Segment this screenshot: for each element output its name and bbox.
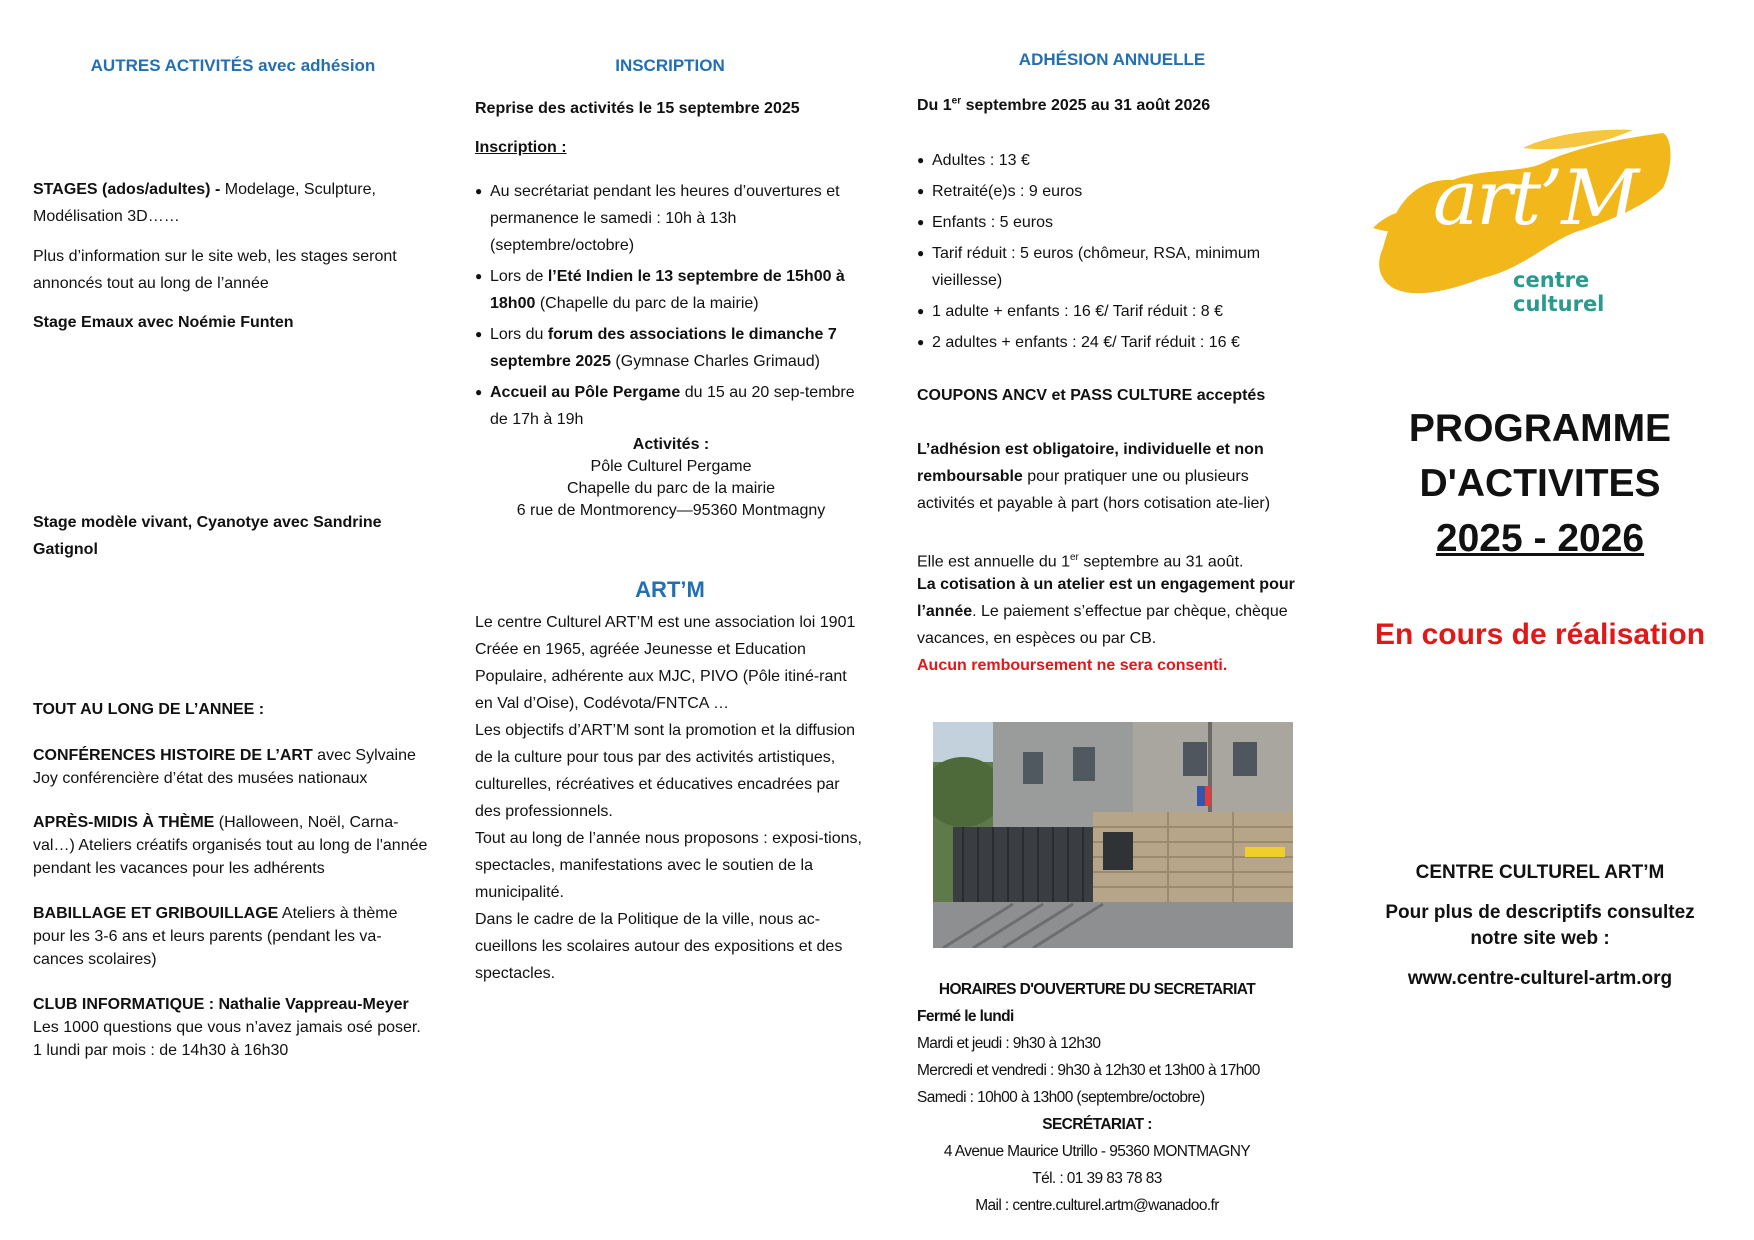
adhesion-period: Du 1er septembre 2025 au 31 août 2026: [917, 96, 1211, 115]
inscription-item: ● Lors de l’Eté Indien le 13 septembre de 15h00 à 18h00 (Chapelle du parc de la mairie): [475, 263, 867, 317]
reprise-text: Reprise des activités le 15 septembre 2025: [475, 100, 800, 117]
programme-title: PROGRAMME D'ACTIVITES 2025 - 2026: [1408, 407, 1672, 560]
lieu-pergame: Pôle Culturel Pergame: [590, 458, 752, 475]
inscription-list: [475, 178, 867, 437]
inscription-label: Inscription :: [475, 139, 567, 156]
horaire-mercredi-vendredi: Mercredi et vendredi : 9h30 à 12h30 et 13h00 à 17h00: [917, 1062, 1260, 1079]
logo-text: art’M: [1433, 153, 1638, 242]
adhesion-title: ADHÉSION ANNUELLE: [1018, 50, 1206, 69]
tarif-item: ● Retraité(e)s : 9 euros: [917, 178, 1307, 205]
horaires-block: [917, 976, 1287, 1219]
activites-label: Activités :: [632, 436, 710, 453]
tarif-item: ● 1 adulte + enfants : 16 €/ Tarif réduit : 8 €: [917, 298, 1307, 325]
tarif-item: ● Adultes : 13 €: [917, 147, 1307, 174]
autres-activites-title: AUTRES ACTIVITÉS avec adhésion: [90, 56, 376, 75]
tarif-item: ● Tarif réduit : 5 euros (chômeur, RSA, minimum vieillesse): [917, 240, 1307, 294]
secretariat-mail: Mail : centre.culturel.artm@wanadoo.fr: [975, 1197, 1219, 1214]
conferences-paragraph: CONFÉRENCES HISTOIRE DE L’ART avec Sylvaine Joy conférencière d’état des musées nationaux: [33, 747, 416, 787]
cotisation-engagement: La cotisation à un atelier est un engagement pour l’année. Le paiement s’effectue par chèque, chèque vacances, en espèces ou par CB.: [917, 576, 1295, 647]
logo-subtitle: centre culturel: [1513, 268, 1605, 316]
tarif-item: ● Enfants : 5 euros: [917, 209, 1307, 236]
inscription-item: ● Au secrétariat pendant les heures d’ouvertures et permanence le samedi : 10h à 13h (septembre/octobre): [475, 178, 867, 259]
lieu-chapelle: Chapelle du parc de la mairie: [566, 480, 776, 497]
en-cours-text: En cours de réalisation: [1374, 618, 1706, 651]
stage-emaux: Stage Emaux avec Noémie Funten: [33, 314, 294, 331]
coupons-text: COUPONS ANCV et PASS CULTURE acceptés: [917, 387, 1266, 404]
aucun-remboursement: Aucun remboursement ne sera consenti.: [917, 657, 1228, 674]
stages-info: Plus d’information sur le site web, les stages seront annoncés tout au long de l’année: [33, 248, 397, 292]
artm-description: Le centre Culturel ART’M est une association loi 1901 Créée en 1965, agréée Jeunesse et Education Populaire, adhérente aux MJC, PIVO (Pôle itiné-rant en Val d’Oise), Codévota/FNTCA … Les objectifs d’ART’M sont la promotion et la diffusion de la culture pour tous par des activités artistiques, culturelles, récréatives et éducatives encadrées par des professionnels. Tout au long de l’année nous proposons : exposi-tions, spectacles, manifestations avec le soutien de la municipalité. Dans le cadre de la Politique de la ville, nous ac-cueillons les scolaires autour des expositions et des spectacles.: [475, 614, 862, 982]
stages-paragraph: STAGES (ados/adultes) - Modelage, Sculpture, Modélisation 3D……: [33, 181, 376, 225]
horaire-mardi-jeudi: Mardi et jeudi : 9h30 à 12h30: [917, 1035, 1101, 1052]
inscription-item: ● Accueil au Pôle Pergame du 15 au 20 sep-tembre de 17h à 19h: [475, 379, 867, 433]
babillage-paragraph: BABILLAGE ET GRIBOUILLAGE Ateliers à thème pour les 3-6 ans et leurs parents (pendant les va-cances scolaires): [33, 905, 398, 968]
apres-midis-paragraph: APRÈS-MIDIS À THÈME (Halloween, Noël, Carna-val…) Ateliers créatifs organisés tout au long de l'année pendant les vacances pour les adhérents: [33, 814, 428, 877]
horaires-title: HORAIRES D'OUVERTURE DU SECRETARIAT: [938, 981, 1256, 998]
artm-logo: [1373, 128, 1683, 316]
inscription-title: INSCRIPTION: [615, 56, 725, 75]
adhesion-annuelle: Elle est annuelle du 1er septembre au 31 août.: [917, 552, 1244, 571]
secretariat-tel: Tél. : 01 39 83 78 83: [1032, 1170, 1162, 1187]
plus-descriptifs: Pour plus de descriptifs consultez notre site web :: [1385, 902, 1695, 949]
site-web-link[interactable]: www.centre-culturel-artm.org: [1407, 968, 1673, 989]
secretariat-label: SECRÉTARIAT :: [1042, 1116, 1152, 1133]
tarifs-list: [917, 147, 1307, 360]
artm-title: ART’M: [635, 577, 705, 602]
building-photo: [933, 722, 1293, 948]
inscription-item: ● Lors du forum des associations le dimanche 7 septembre 2025 (Gymnase Charles Grimaud): [475, 321, 867, 375]
annee-title: TOUT AU LONG DE L’ANNEE :: [33, 701, 265, 718]
stage-modele-vivant: Stage modèle vivant, Cyanotye avec Sandrine Gatignol: [33, 514, 382, 558]
club-informatique-paragraph: CLUB INFORMATIQUE : Nathalie Vappreau-Meyer Les 1000 questions que vous n’avez jamais osé poser. 1 lundi par mois : de 14h30 à 16h30: [33, 996, 421, 1059]
lieu-adresse: 6 rue de Montmorency—95360 Montmagny: [516, 502, 826, 519]
centre-culturel-label: CENTRE CULTUREL ART’M: [1415, 862, 1665, 883]
secretariat-adresse: 4 Avenue Maurice Utrillo - 95360 MONTMAGNY: [943, 1143, 1251, 1160]
adhesion-obligatoire: L’adhésion est obligatoire, individuelle et non remboursable pour pratiquer une ou plusieurs activités et payable à part (hors cotisation ate-lier): [917, 441, 1271, 512]
ferme-lundi: Fermé le lundi: [917, 1008, 1014, 1025]
activites-lieux: [475, 434, 867, 522]
tarif-item: ● 2 adultes + enfants : 24 €/ Tarif réduit : 16 €: [917, 329, 1307, 356]
horaire-samedi: Samedi : 10h00 à 13h00 (septembre/octobre): [917, 1089, 1205, 1106]
